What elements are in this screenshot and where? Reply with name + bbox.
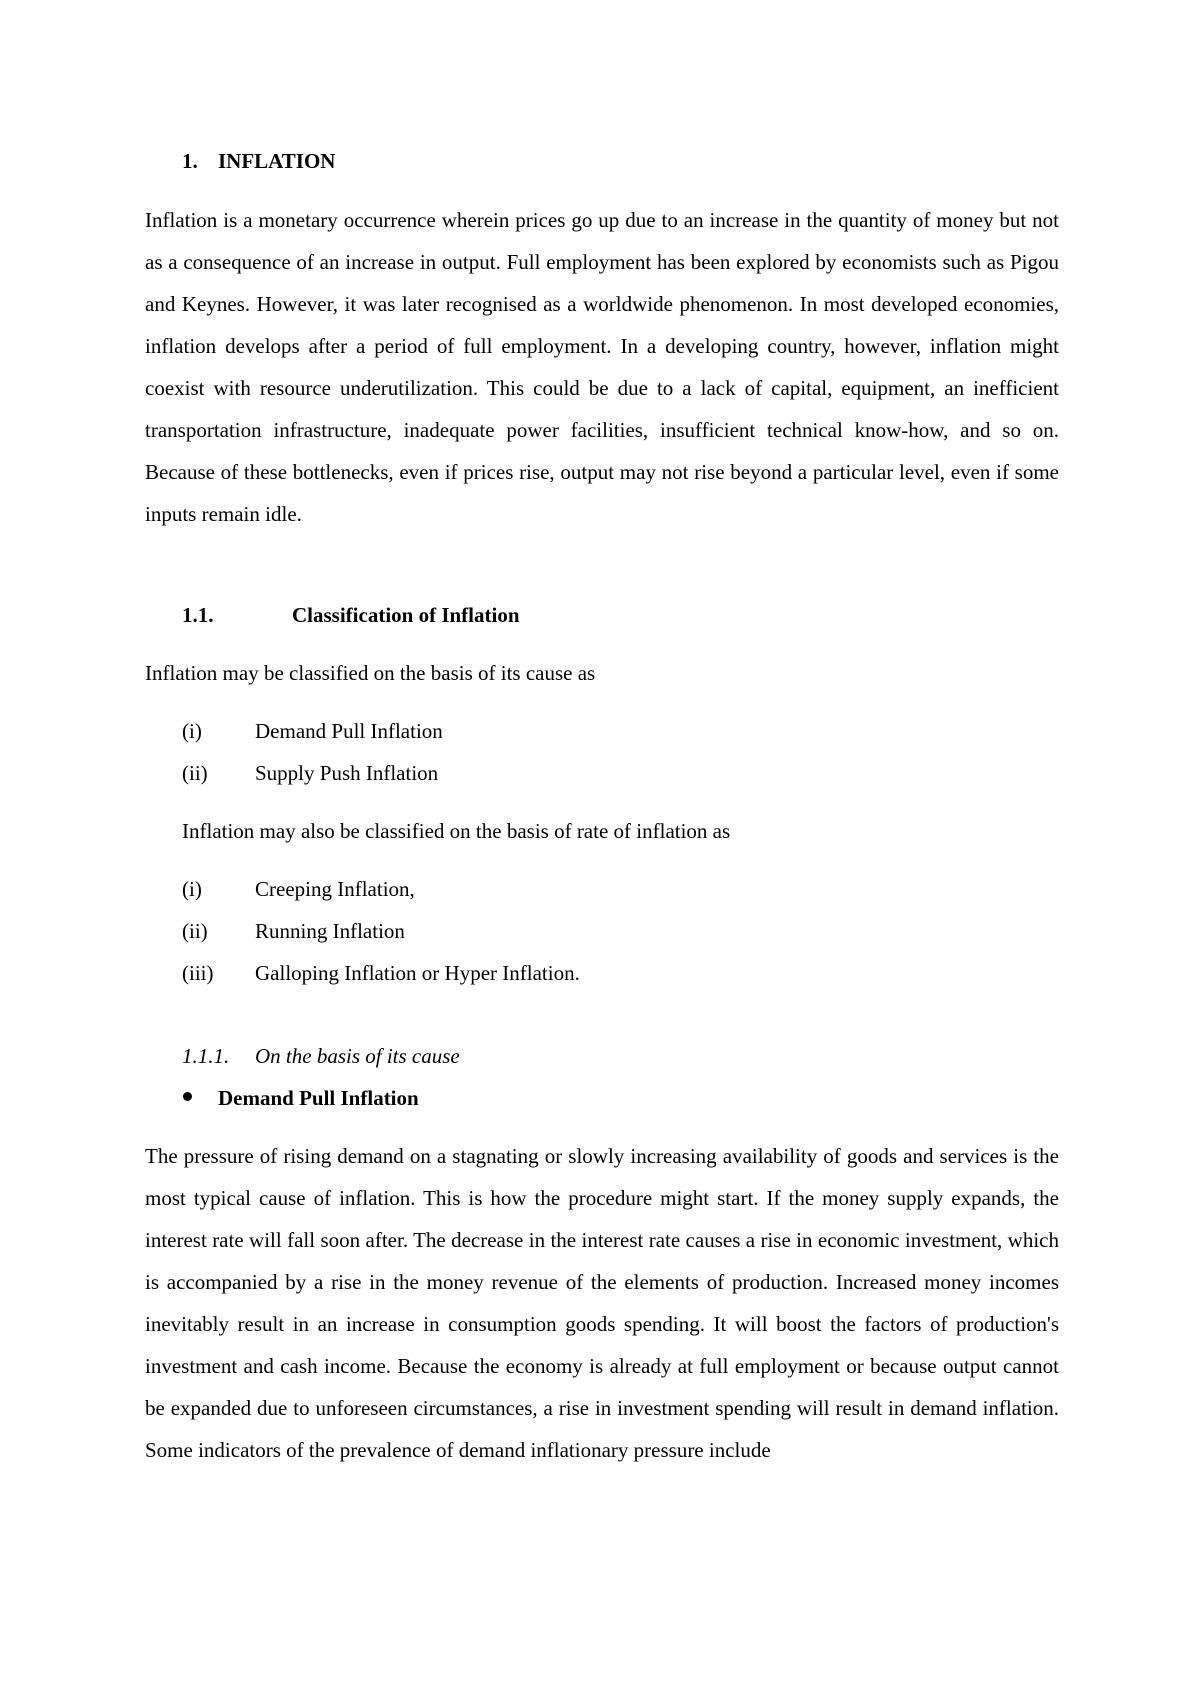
bullet-icon — [183, 1092, 192, 1101]
list-item-marker: (i) — [182, 719, 202, 743]
list-item: Supply Push Inflation — [255, 761, 439, 785]
subsection-number: 1.1.1. — [182, 1044, 230, 1068]
subsection-title: On the basis of its cause — [255, 1044, 460, 1068]
list-item-marker: (ii) — [182, 761, 208, 785]
list-item-marker: (i) — [182, 877, 202, 901]
heading-number: 1. — [182, 149, 198, 173]
rate-intro-text: Inflation may also be classified on the basis of rate of inflation as — [182, 819, 731, 843]
demand-paragraph: The pressure of rising demand on a stagnating or slowly increasing availability of goods and services is the most typical cause of inflation. This is how the procedure might start. If the money supply expands, the interest rate will fall soon after. The decrease in the interest rate causes a rise in economic investment, which is accompanied by a rise in the money revenue of the elements of production. Increased money incomes inevitably result in an increase in consumption goods spending. It will boost the factors of production's investment and cash income. Because the economy is already at full employment or because output cannot be expanded due to unforeseen circumstances, a rise in investment spending will result in demand inflation. Some indicators of the prevalence of demand inflationary pressure include — [145, 1144, 1059, 1462]
list-item: Demand Pull Inflation — [255, 719, 443, 743]
list-item: Running Inflation — [255, 919, 405, 943]
list-item: Creeping Inflation, — [255, 877, 415, 901]
cause-intro-text: Inflation may be classified on the basis of its cause as — [145, 661, 596, 685]
list-item: Galloping Inflation or Hyper Inflation. — [255, 961, 580, 985]
list-item-marker: (iii) — [182, 961, 214, 985]
page-title: INFLATION — [218, 149, 336, 173]
section-number: 1.1. — [182, 603, 214, 627]
section-title: Classification of Inflation — [292, 603, 520, 627]
bullet-heading: Demand Pull Inflation — [218, 1086, 419, 1110]
list-item-marker: (ii) — [182, 919, 208, 943]
intro-paragraph: Inflation is a monetary occurrence wherein prices go up due to an increase in the quantity of money but not as a consequence of an increase in output. Full employment has been explored by economists such as Pigou and Keynes. However, it was later recognised as a worldwide phenomenon. In most developed economies, inflation develops after a period of full employment. In a developing country, however, inflation might coexist with resource underutilization. This could be due to a lack of capital, equipment, an inefficient transportation infrastructure, inadequate power facilities, insufficient technical know-how, and so on. Because of these bottlenecks, even if prices rise, output may not rise beyond a particular level, even if some inputs remain idle. — [145, 208, 1059, 526]
